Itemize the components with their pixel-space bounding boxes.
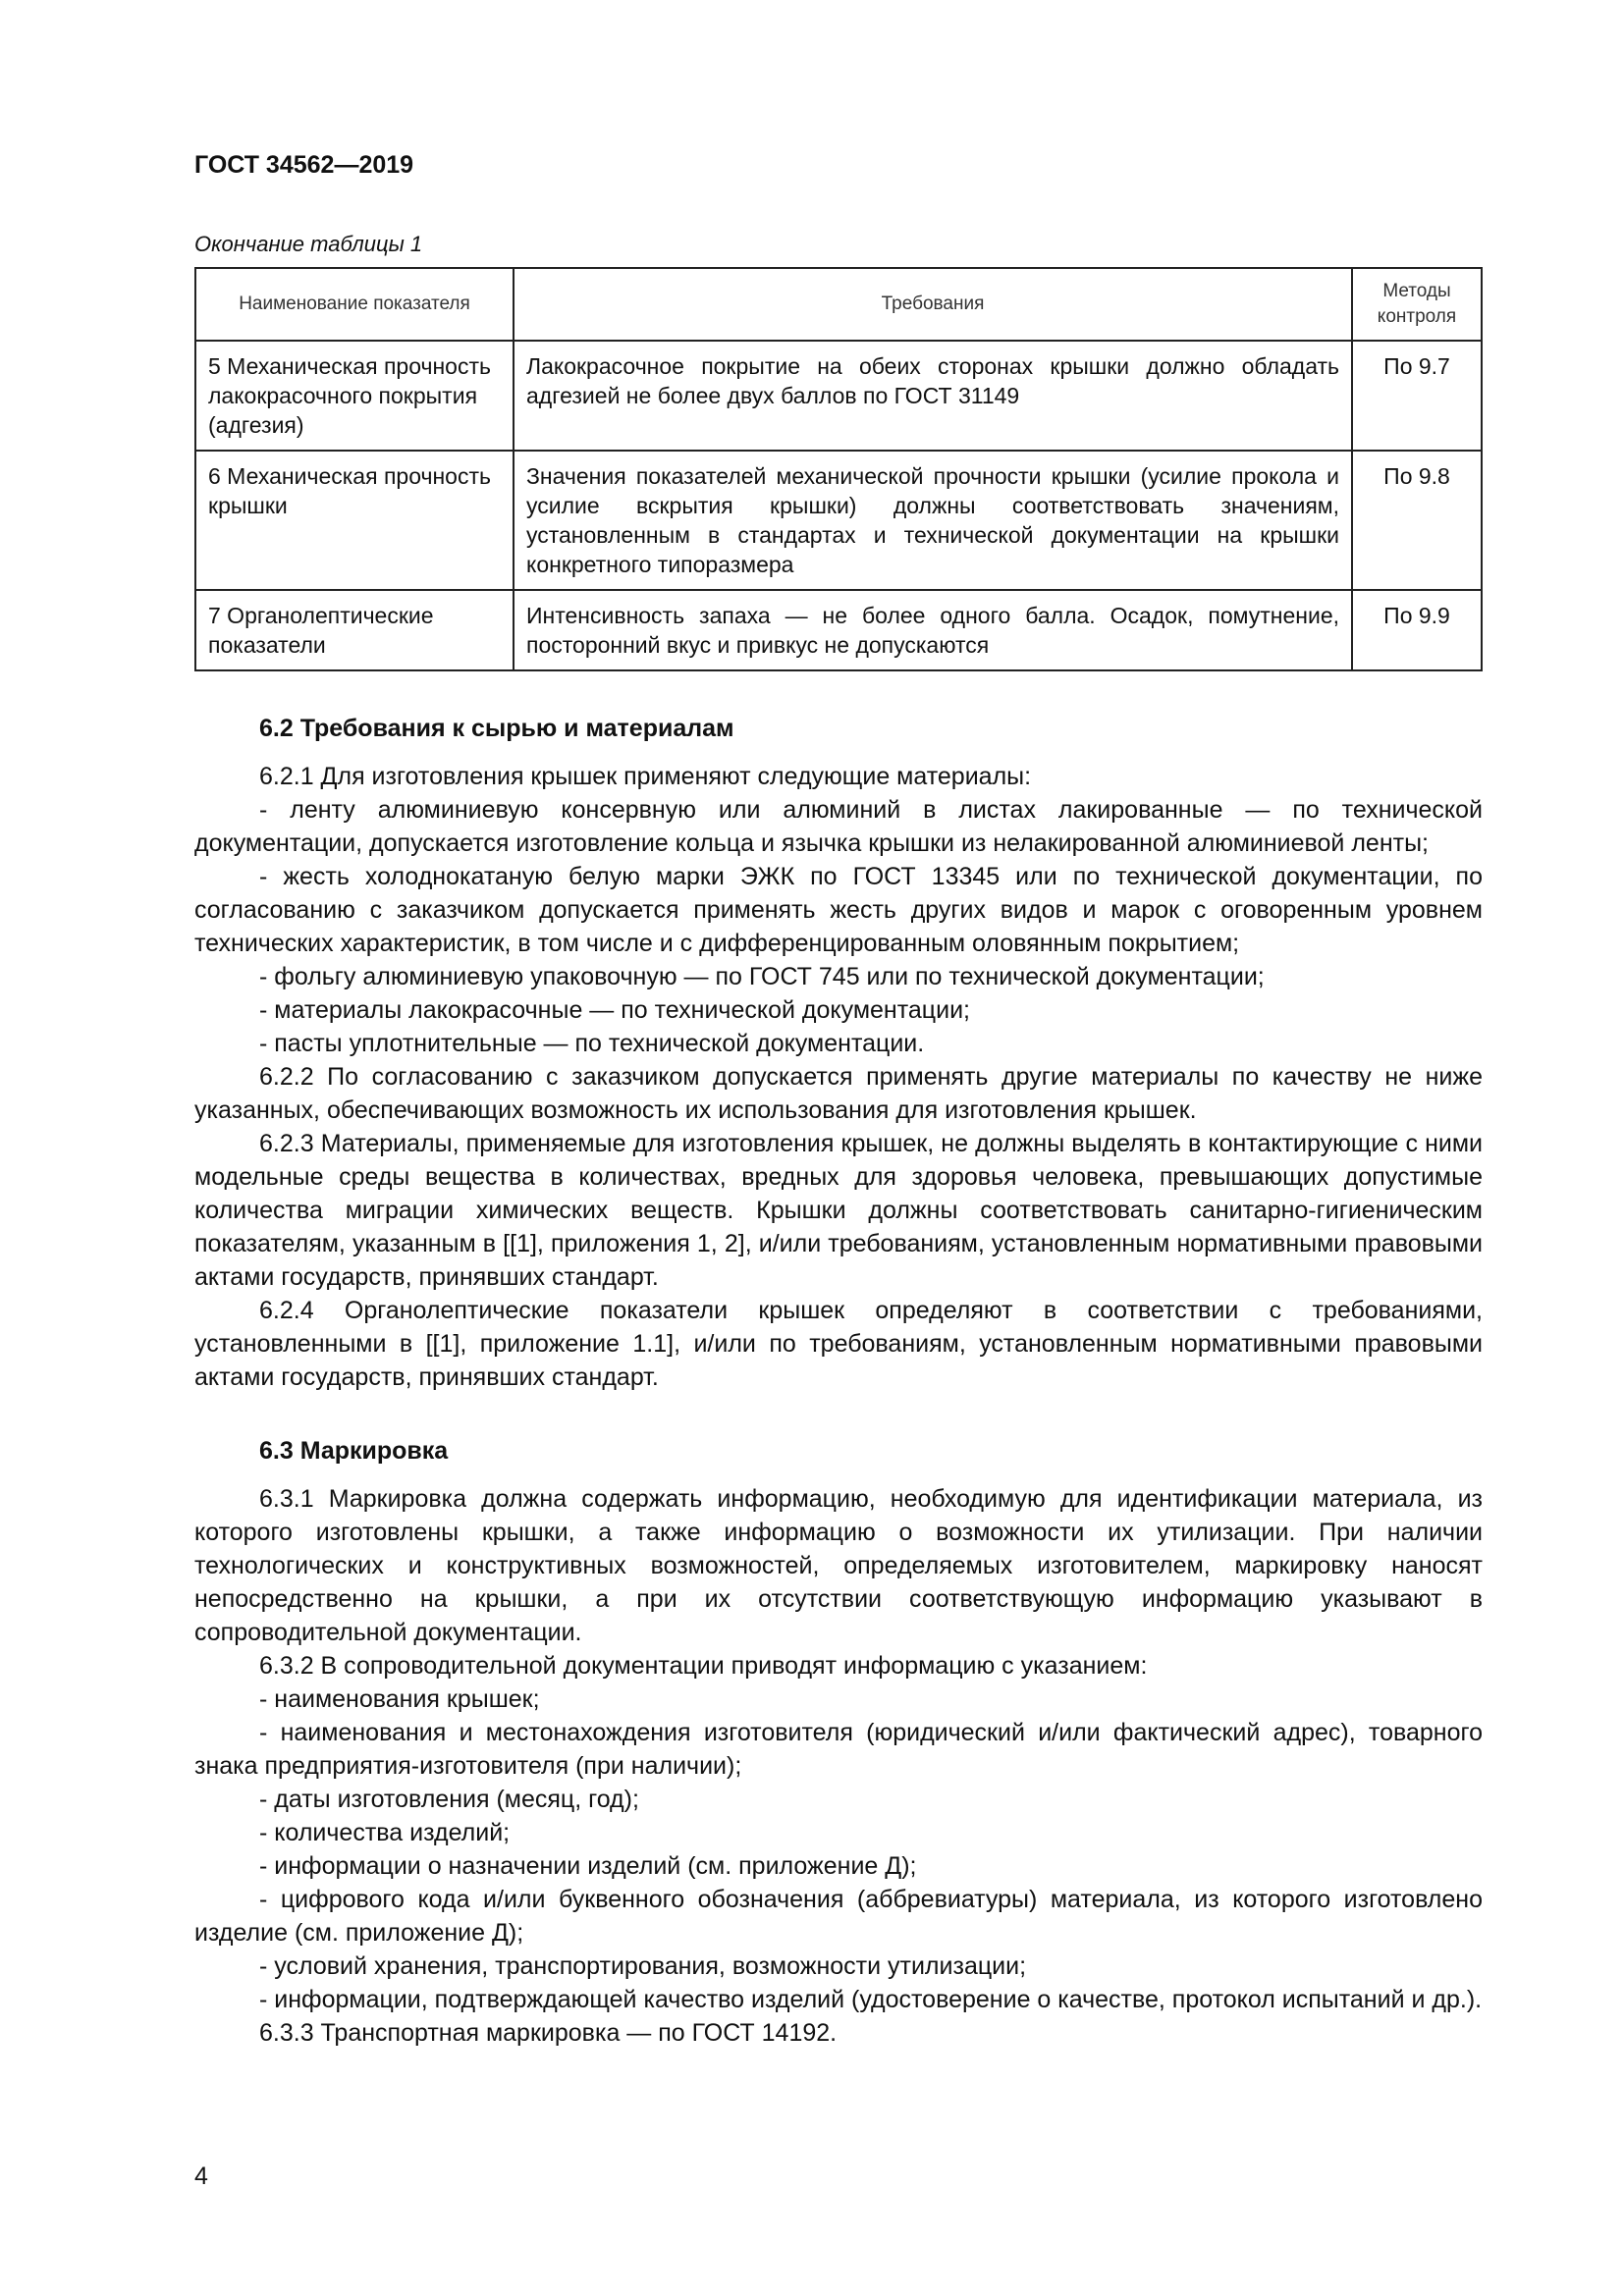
column-header-name: Наименование показателя (195, 268, 514, 341)
row-requirement-cell: Значения показателей механической прочности крышки (усилие прокола и усилие вскрытия крышки) должны соответствовать значениям, установленным в стандартах и технической документации на крышки конкретного типоразмера (514, 451, 1352, 590)
list-item: - ленту алюминиевую консервную или алюминий в листах лакированные — по технической документации, допускается изготовление кольца и язычка крышки из нелакированной алюминиевой ленты; (194, 796, 1483, 857)
row-name-cell: 6 Механическая прочность крышки (195, 451, 514, 590)
table-header-row (195, 268, 1482, 341)
row-name-cell: 7 Органолептические показатели (195, 590, 514, 670)
paragraph-6-3-2: 6.3.2 В сопроводительной документации приводят информацию с указанием: (259, 1652, 1148, 1680)
list-item: - количества изделий; (259, 1819, 511, 1846)
list-item: - условий хранения, транспортирования, возможности утилизации; (259, 1952, 1027, 1980)
section-heading-6-2: 6.2 Требования к сырью и материалам (259, 715, 734, 742)
row-method-cell: По 9.9 (1352, 590, 1482, 670)
list-item: - информации, подтверждающей качество изделий (удостоверение о качестве, протокол испытаний и др.). (259, 1986, 1483, 2013)
list-item: - цифрового кода и/или буквенного обозначения (аббревиатуры) материала, из которого изготовлено изделие (см. приложение Д); (194, 1886, 1483, 1947)
document-page (194, 147, 1483, 2050)
paragraph-6-3-1: 6.3.1 Маркировка должна содержать информацию, необходимую для идентификации материала, из которого изготовлены крышки, а также информацию о возможности их утилизации. При наличии технологических и конструктивных возможностей, определяемых изготовителем, маркировку наносят непосредственно на крышки, а при их отсутствии соответствующую информацию указывают в сопроводительной документации. (194, 1485, 1483, 1646)
paragraph-6-2-2: 6.2.2 По согласованию с заказчиком допускается применять другие материалы по качеству не ниже указанных, обеспечивающих возможность их использования для изготовления крышек. (194, 1063, 1483, 1124)
paragraph-6-2-4: 6.2.4 Органолептические показатели крышек определяют в соответствии с требованиями, установленными в [[1], приложение 1.1], и/или по требованиям, установленным нормативными правовыми актами государств, принявших стандарт. (194, 1297, 1483, 1391)
paragraph-6-2-1: 6.2.1 Для изготовления крышек применяют следующие материалы: (259, 763, 1032, 790)
table-row (195, 590, 1482, 670)
row-requirement-cell: Лакокрасочное покрытие на обеих сторонах крышки должно обладать адгезией не более двух баллов по ГОСТ 31149 (514, 341, 1352, 451)
list-item: - пасты уплотнительные — по технической документации. (259, 1030, 925, 1057)
row-requirement-cell: Интенсивность запаха — не более одного балла. Осадок, помутнение, посторонний вкус и привкус не допускаются (514, 590, 1352, 670)
list-item: - фольгу алюминиевую упаковочную — по ГОСТ 745 или по технической документации; (259, 963, 1265, 990)
table-row (195, 341, 1482, 451)
table-row (195, 451, 1482, 590)
list-item: - информации о назначении изделий (см. приложение Д); (259, 1852, 917, 1880)
paragraph-6-2-3: 6.2.3 Материалы, применяемые для изготовления крышек, не должны выделять в контактирующие с ними модельные среды вещества в количествах, вредных для здоровья человека, превышающих допустимые количества миграции химических веществ. Крышки должны соответствовать санитарно-гигиеническим показателям, указанным в [[1], приложения 1, 2], и/или требованиям, установленным нормативными правовыми актами государств, принявших стандарт. (194, 1130, 1483, 1291)
paragraph-6-3-3: 6.3.3 Транспортная маркировка — по ГОСТ 14192. (259, 2019, 838, 2047)
row-name-cell: 5 Механическая прочность лакокрасочного покрытия (адгезия) (195, 341, 514, 451)
table-caption: Окончание таблицы 1 (194, 232, 423, 256)
column-header-methods: Методы контроля (1352, 268, 1482, 341)
column-header-requirements: Требования (514, 268, 1352, 341)
list-item: - наименования и местонахождения изготовителя (юридический и/или фактический адрес), товарного знака предприятия-изготовителя (при наличии); (194, 1719, 1483, 1780)
list-item: - жесть холоднокатаную белую марки ЭЖК по ГОСТ 13345 или по технической документации, по согласованию с заказчиком допускается применять жесть других видов и марок с оговоренным уровнем технических характеристик, в том числе и с дифференцированным оловянным покрытием; (194, 863, 1483, 957)
page-number: 4 (194, 2163, 208, 2190)
list-item: - даты изготовления (месяц, год); (259, 1786, 639, 1813)
list-item: - наименования крышек; (259, 1685, 540, 1713)
requirements-table (194, 267, 1483, 671)
row-method-cell: По 9.8 (1352, 451, 1482, 590)
section-heading-6-3: 6.3 Маркировка (259, 1437, 449, 1465)
row-method-cell: По 9.7 (1352, 341, 1482, 451)
list-item: - материалы лакокрасочные — по технической документации; (259, 996, 970, 1024)
document-code: ГОСТ 34562—2019 (194, 151, 414, 179)
